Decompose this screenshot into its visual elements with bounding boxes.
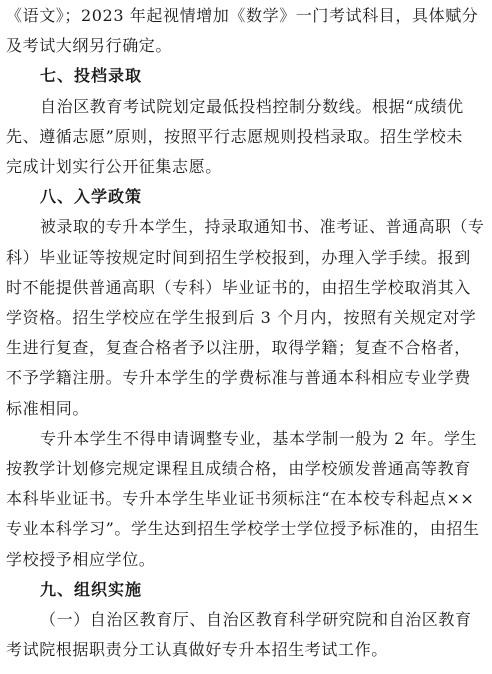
- body-text-line: 被录取的专升本学生，持录取通知书、准考证、普通高职（专: [40, 217, 485, 236]
- body-text-line: 学校授予相应学位。: [6, 550, 156, 569]
- body-text-line: 本科毕业证书。专升本学生毕业证书须标注“在本校专科起点××: [6, 489, 475, 508]
- body-text-line: 学资格。招生学校应在学生报到后 3 个月内，按照有关规定对学: [6, 308, 477, 327]
- section-heading-admission: 七、投档录取: [40, 66, 143, 85]
- body-text-line: 及考试大纲另行确定。: [6, 36, 173, 55]
- body-text-line: 《语文》；2023 年起视情增加《数学》一门考试科目，具体赋分: [6, 6, 479, 25]
- body-text-line: 专升本学生不得申请调整专业，基本学制一般为 2 年。学生: [40, 429, 478, 448]
- body-text-line: 不予学籍注册。专升本学生的学费标准与普通本科相应专业学费: [6, 368, 471, 387]
- body-text-line: （一）自治区教育厅、自治区教育科学研究院和自治区教育: [40, 610, 472, 629]
- section-heading-implementation: 九、组织实施: [40, 580, 143, 599]
- body-text-line: 生进行复查，复查合格者予以注册，取得学籍；复查不合格者，: [6, 338, 471, 357]
- body-text-line: 科）毕业证等按规定时间到招生学校报到，办理入学手续。报到: [6, 248, 471, 267]
- body-text-line: 专业本科学习”。学生达到招生学校学士学位授予标准的，由招生: [6, 519, 480, 538]
- body-text-line: 按教学计划修完规定课程且成绩合格，由学校颁发普通高等教育: [6, 459, 471, 478]
- body-text-line: 标准相同。: [6, 399, 90, 418]
- body-text-line: 考试院根据职责分工认真做好专升本招生考试工作。: [6, 640, 388, 659]
- body-text-line: 完成计划实行公开征集志愿。: [6, 157, 222, 176]
- body-text-line: 时不能提供普通高职（专科）毕业证书的，由招生学校取消其入: [6, 278, 471, 297]
- section-heading-enrollment-policy: 八、入学政策: [40, 187, 143, 206]
- body-text-line: 自治区教育考试院划定最低投档控制分数线。根据“成绩优: [40, 97, 464, 116]
- body-text-line: 先、遵循志愿”原则，按照平行志愿规则投档录取。招生学校未: [6, 127, 463, 146]
